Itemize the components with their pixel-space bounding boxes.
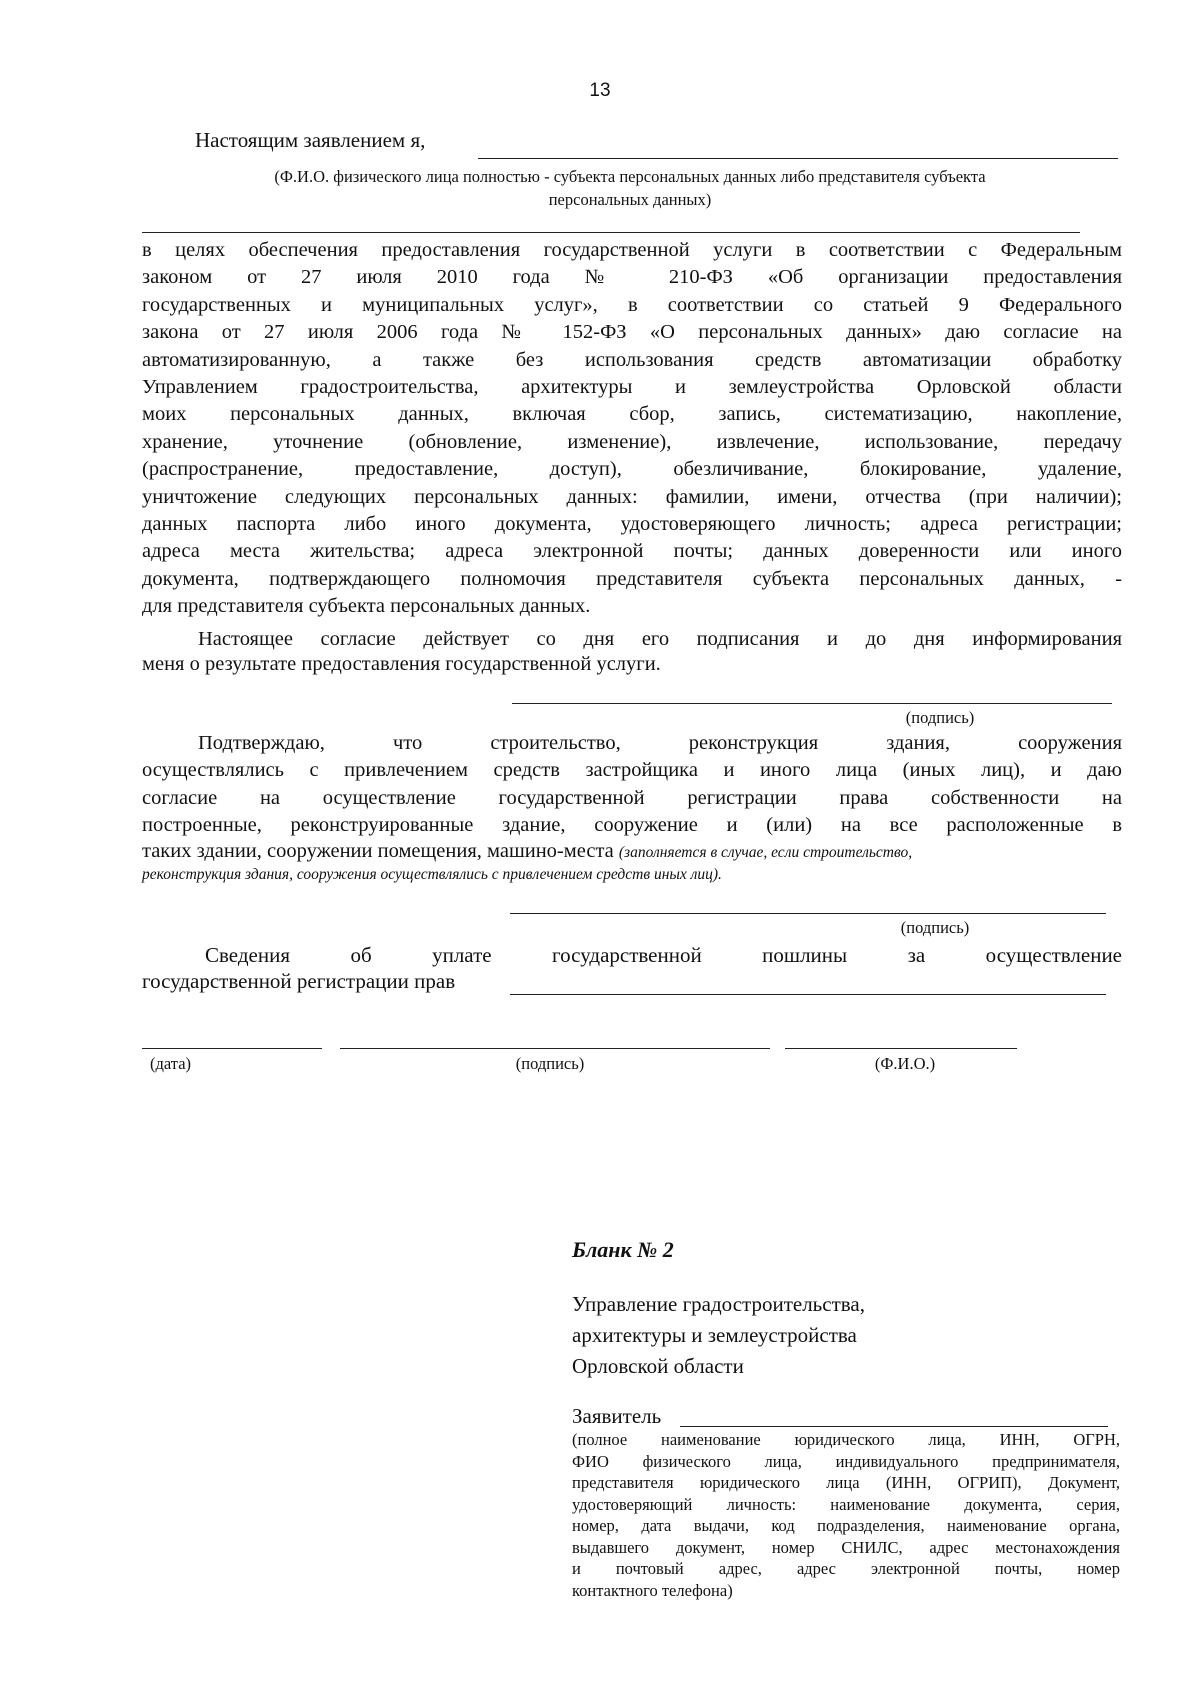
consent-line: данных паспорта либо иного документа, удостоверяющего личность; адреса регистрации; xyxy=(142,513,1122,536)
confirmation-line: согласие на осуществление государственной регистрации права собственности на xyxy=(142,786,1122,809)
fee-line1: Сведения об уплате государственной пошлины за осуществление xyxy=(205,943,1122,967)
applicant-hint-line: номер, дата выдачи, код подразделения, наименование органа, xyxy=(572,1516,1120,1535)
consent-line: (распространение, предоставление, доступ), обезличивание, блокирование, удаление, xyxy=(142,458,1122,481)
confirmation-last-text: таких здании, сооружении помещения, машино-места xyxy=(142,840,619,862)
date-line[interactable] xyxy=(142,1048,322,1049)
org-line: Управление градостроительства, xyxy=(572,1292,865,1316)
fio-hint-line2: персональных данных) xyxy=(548,190,712,209)
blank2-title: Бланк № 2 xyxy=(572,1237,674,1262)
consent-line: для представителя субъекта персональных данных. xyxy=(142,595,591,618)
signature-caption-footer: (подпись) xyxy=(515,1054,585,1073)
applicant-input-line[interactable] xyxy=(680,1426,1108,1427)
signature-caption-confirmation: (подпись) xyxy=(900,918,970,937)
consent-line: законом от 27 июля 2010 года № 210-ФЗ «Об организации предоставления xyxy=(142,266,1122,289)
validity-line1: Настоящее согласие действует со дня его подписания и до дня информирования xyxy=(198,628,1122,650)
date-caption: (дата) xyxy=(150,1054,192,1073)
consent-line: моих персональных данных, включая сбор, запись, систематизацию, накопление, xyxy=(142,403,1122,426)
applicant-label: Заявитель xyxy=(572,1404,662,1428)
applicant-hint-line: удостоверяющий личность: наименование документа, серия, xyxy=(572,1494,1120,1514)
consent-line: автоматизированную, а также без использования средств автоматизации обработку xyxy=(142,348,1122,371)
confirmation-line: осуществлялись с привлечением средств застройщика и иного лица (иных лиц), и даю xyxy=(142,759,1122,782)
signature-line-footer[interactable] xyxy=(340,1048,770,1049)
applicant-hint-line: контактного телефона) xyxy=(572,1580,733,1600)
confirmation-note-part2: реконструкция здания, сооружения осуществлялись с привлечением средств иных лиц). xyxy=(142,866,722,883)
consent-line: государственных и муниципальных услуг», в соответствии со статьей 9 Федерального xyxy=(142,293,1122,316)
blank2-organization xyxy=(572,1289,865,1382)
confirmation-line: построенные, реконструированные здание, сооружение и (или) на все расположенные в xyxy=(142,814,1122,837)
applicant-hint-line: выдавшего документ, номер СНИЛС, адрес местонахождения xyxy=(572,1537,1120,1557)
consent-line: документа, подтверждающего полномочия представителя субъекта персональных данных, - xyxy=(142,567,1122,590)
applicant-hint-line: представителя юридического лица (ИНН, ОГРИП), Документ, xyxy=(572,1473,1120,1492)
applicant-hint xyxy=(572,1429,1120,1601)
confirmation-paragraph xyxy=(142,730,1122,840)
fee-line2: государственной регистрации прав xyxy=(142,969,456,993)
signature-caption-consent: (подпись) xyxy=(905,708,975,727)
consent-line: уничтожение следующих персональных данных: фамилии, имени, отчества (при наличии); xyxy=(142,485,1122,508)
consent-line: в целях обеспечения предоставления государственной услуги в соответствии с Федеральным xyxy=(142,239,1122,261)
validity-line2: меня о результате предоставления государственной услуги. xyxy=(142,653,661,675)
applicant-hint-line: (полное наименование юридического лица, ИНН, ОГРН, xyxy=(572,1430,1120,1449)
signature-line-consent[interactable] xyxy=(512,703,1112,704)
org-line: Орловской области xyxy=(572,1354,744,1378)
confirmation-last-line xyxy=(142,840,1122,863)
page-number: 13 xyxy=(589,80,611,101)
fio-line-footer[interactable] xyxy=(785,1048,1017,1049)
consent-line: адреса места жительства; адреса электронной почты; данных доверенности или иного xyxy=(142,540,1122,563)
confirmation-line: Подтверждаю, что строительство, реконструкция здания, сооружения xyxy=(198,732,1122,754)
consent-line: Управлением градостроительства, архитектуры и землеустройства Орловской области xyxy=(142,376,1122,399)
fio-input-line[interactable] xyxy=(478,158,1118,159)
consent-line: хранение, уточнение (обновление, изменение), извлечение, использование, передачу xyxy=(142,430,1122,453)
applicant-hint-line: ФИО физического лица, индивидуального предпринимателя, xyxy=(572,1451,1120,1471)
statement-intro: Настоящим заявлением я, xyxy=(195,128,426,152)
confirmation-note-part1: (заполняется в случае, если строительство, xyxy=(618,844,913,861)
org-line: архитектуры и землеустройства xyxy=(572,1323,857,1347)
consent-line: закона от 27 июля 2006 года № 152-ФЗ «О персональных данных» даю согласие на xyxy=(142,321,1122,344)
consent-paragraph xyxy=(142,237,1122,621)
fio-hint-line1: (Ф.И.О. физического лица полностью - субъекта персональных данных либо представителя субъекта xyxy=(274,167,986,186)
fio-continuation-line[interactable] xyxy=(142,232,1080,233)
fio-caption-footer: (Ф.И.О.) xyxy=(874,1054,936,1073)
signature-line-confirmation[interactable] xyxy=(510,913,1106,914)
fee-input-line[interactable] xyxy=(510,994,1106,995)
applicant-hint-line: и почтовый адрес, адрес электронной почты, номер xyxy=(572,1559,1120,1578)
